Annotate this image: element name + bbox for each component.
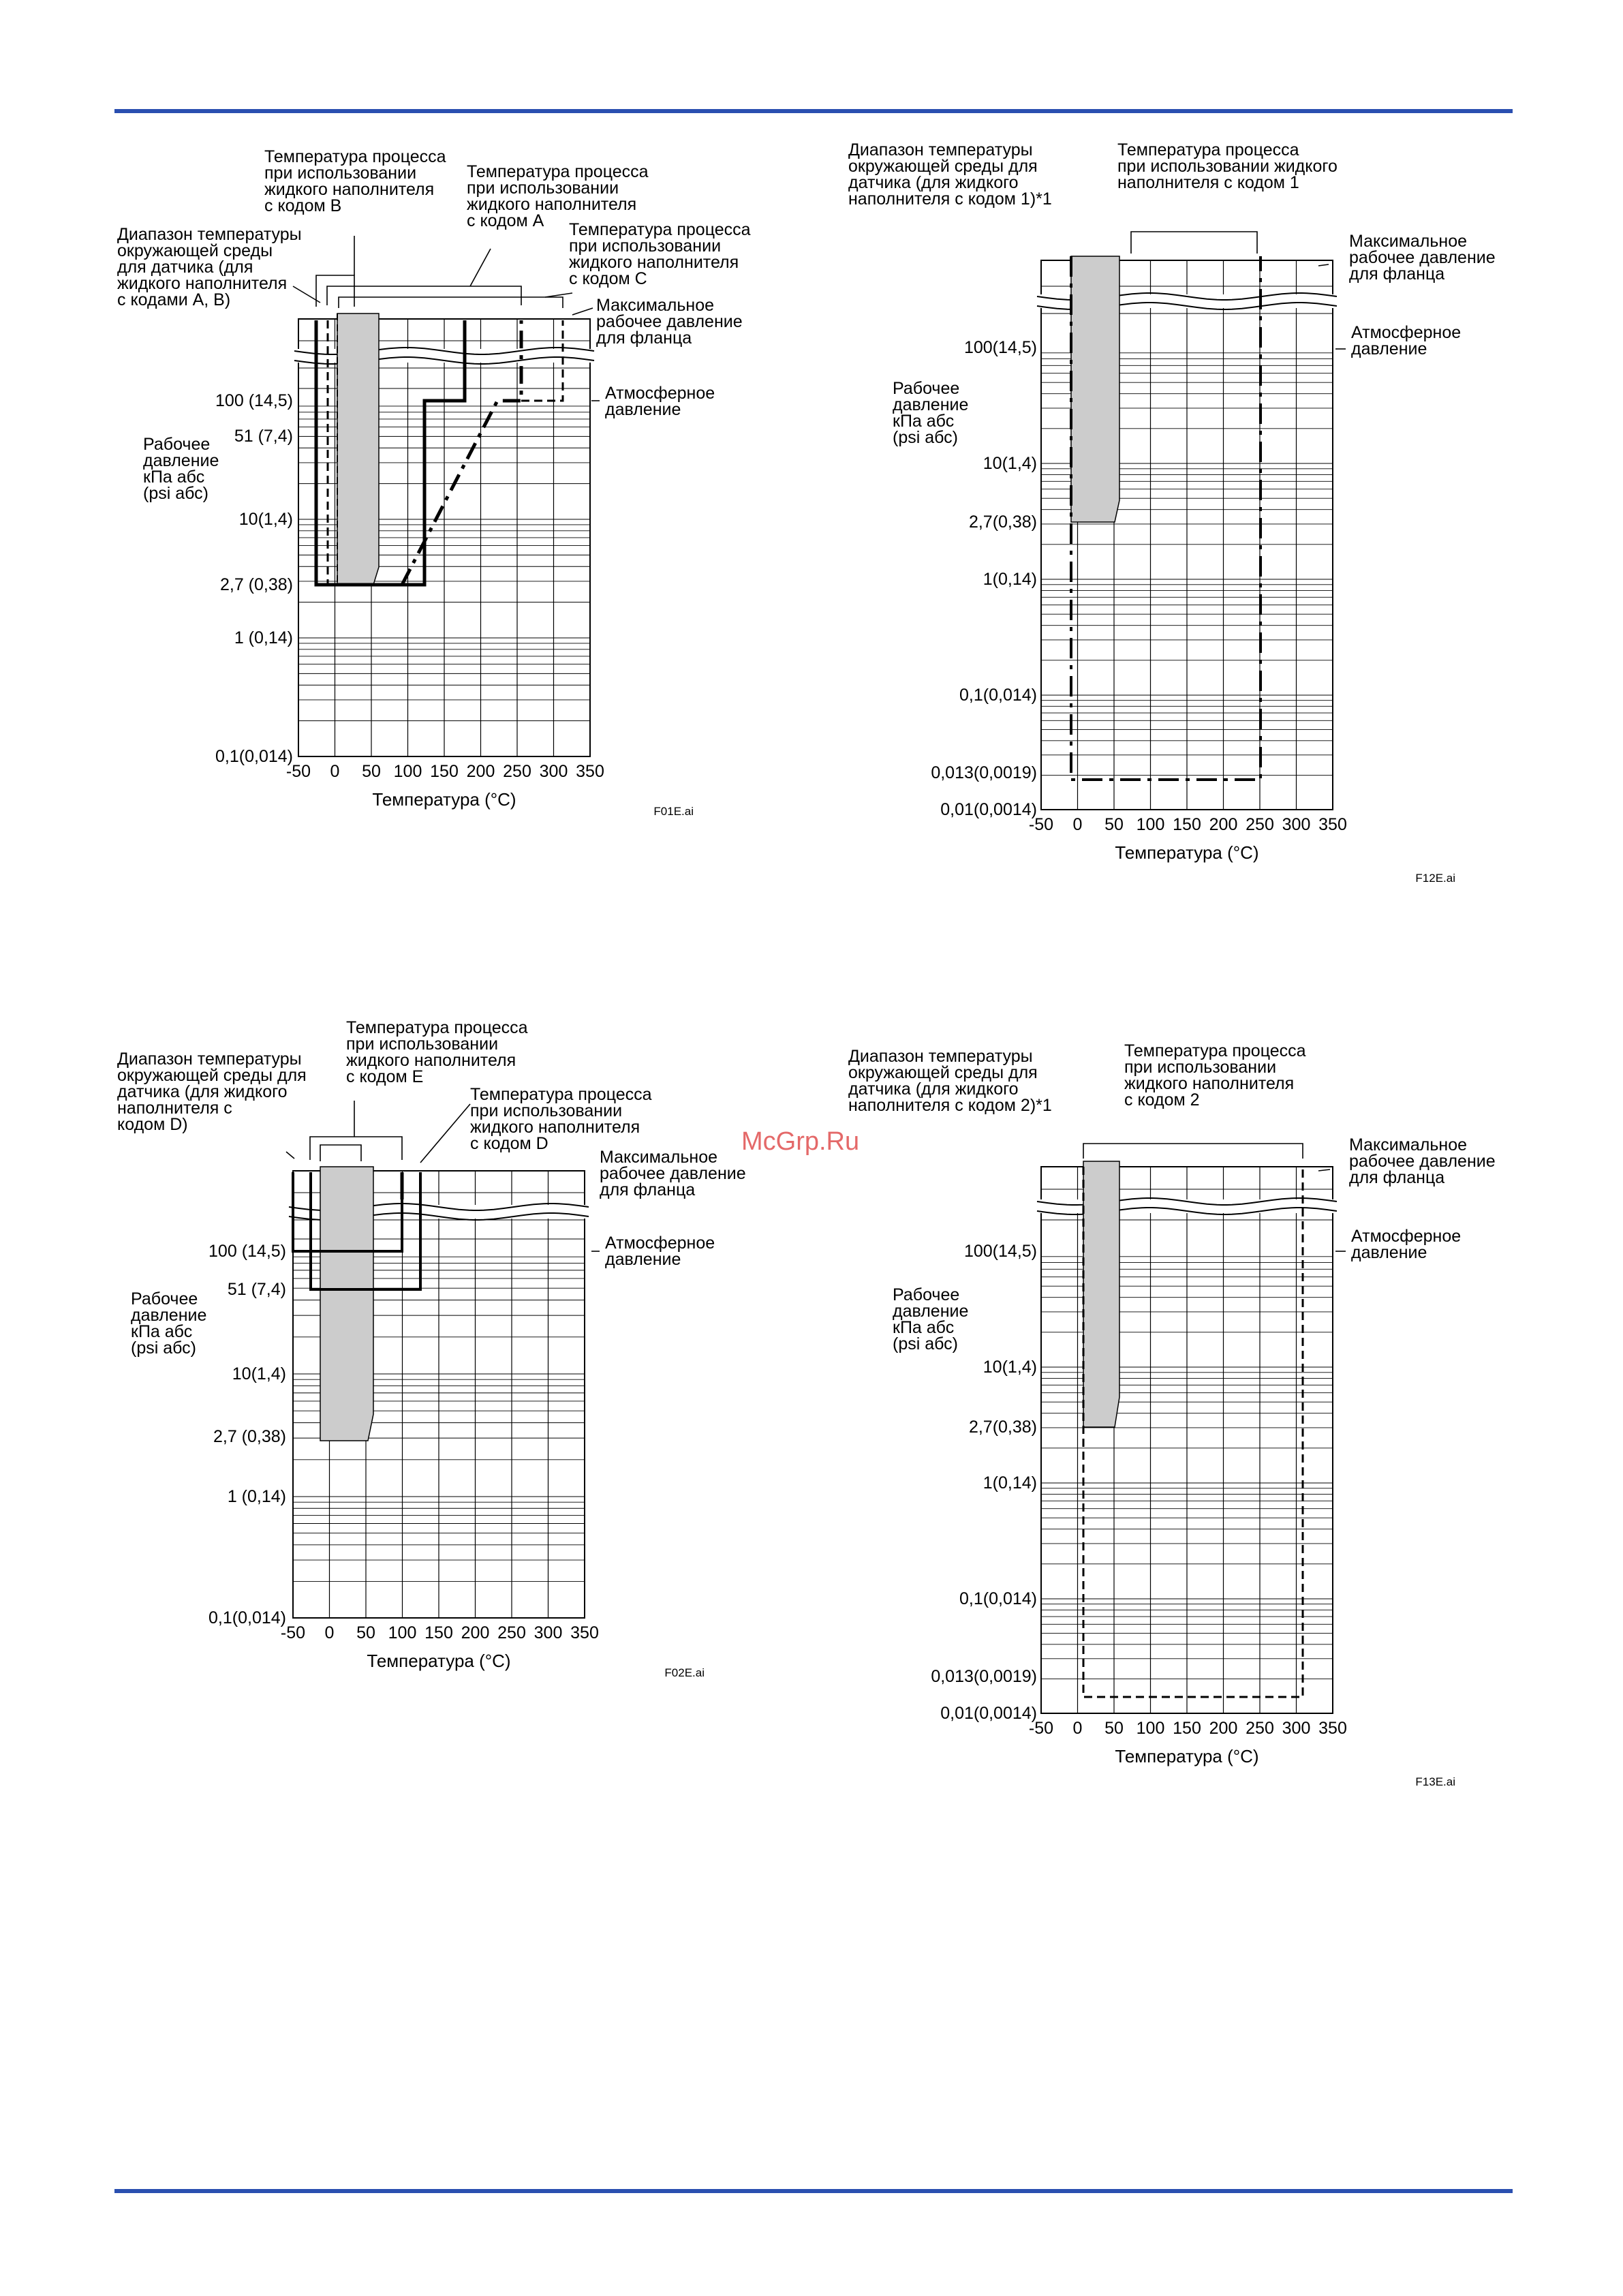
y-tick-label: 0,1(0,014) <box>215 747 293 766</box>
callout-fill-code-E: с кодом E <box>346 1067 424 1086</box>
callout-atmospheric-pressure: Атмосферное <box>1351 323 1462 342</box>
callout-fill-code-C: жидкого наполнителя <box>569 253 739 272</box>
y-tick-label: 10(1,4) <box>983 1358 1037 1377</box>
chart-F02E <box>117 1018 746 1679</box>
callout-atmospheric-pressure: давление <box>1351 339 1427 358</box>
callout-fill-code-B: Температура процесса <box>264 147 446 166</box>
x-tick-label: 0 <box>330 762 340 781</box>
callout-atmospheric-pressure: давление <box>605 1250 681 1269</box>
x-axis-title: Температура (°C) <box>1115 842 1259 863</box>
y-tick-label: 51 (7,4) <box>227 1280 286 1299</box>
callout-ambient-range: наполнителя с кодом 1)*1 <box>848 189 1052 209</box>
y-tick-label: 100 (14,5) <box>208 1242 286 1261</box>
callout-fill-code-2: с кодом 2 <box>1124 1090 1200 1109</box>
callout-max-flange-pressure: Максимальное <box>600 1148 718 1167</box>
x-tick-label: 300 <box>539 762 568 781</box>
callout-max-flange-pressure: Максимальное <box>1349 232 1468 251</box>
callout-ambient-range: датчика (для жидкого <box>117 1082 288 1101</box>
callout-ambient-range: Диапазон температуры <box>848 140 1033 159</box>
figure-id: F12E.ai <box>1415 872 1455 885</box>
y-tick-label: 100(14,5) <box>963 1242 1037 1261</box>
y-axis-title: (psi абс) <box>131 1338 196 1358</box>
callout-max-flange-pressure: для фланца <box>1349 1168 1445 1187</box>
callout-max-flange-pressure: для фланца <box>1349 264 1445 284</box>
callout-ambient-range: наполнителя с <box>117 1099 232 1118</box>
callout-fill-code-2: жидкого наполнителя <box>1124 1074 1295 1093</box>
callout-atmospheric-pressure: давление <box>605 400 681 419</box>
callout-fill-code-B: при использовании <box>264 164 417 183</box>
x-tick-label: 200 <box>461 1623 490 1642</box>
callout-ambient-range: Диапазон температуры <box>117 225 302 244</box>
callout-ambient-range: датчика (для жидкого <box>848 1080 1019 1099</box>
y-tick-label: 0,1(0,014) <box>959 686 1037 705</box>
y-tick-label: 100 (14,5) <box>215 391 293 410</box>
x-axis-title: Температура (°C) <box>1115 1746 1259 1766</box>
figure-id: F01E.ai <box>653 805 694 818</box>
y-axis-title: давление <box>893 395 969 414</box>
callout-fill-code-D: Температура процесса <box>470 1085 652 1104</box>
callout-max-flange-pressure: для фланца <box>600 1180 696 1199</box>
y-tick-label: 2,7(0,38) <box>968 1418 1037 1437</box>
y-tick-label: 0,01(0,0014) <box>940 1704 1037 1723</box>
y-axis-title: давление <box>893 1302 969 1321</box>
callout-ambient-range: Диапазон температуры <box>848 1047 1033 1066</box>
x-tick-label: 50 <box>362 762 381 781</box>
callout-ambient-range: наполнителя с кодом 2)*1 <box>848 1096 1052 1115</box>
y-axis-title: Рабочее <box>893 1285 960 1304</box>
callout-bracket <box>1131 232 1257 254</box>
y-tick-label: 51 (7,4) <box>234 427 293 446</box>
leader-line <box>470 249 491 286</box>
chart-F01E <box>117 147 751 818</box>
callout-fill-code-E: Температура процесса <box>346 1018 528 1037</box>
callout-max-flange-pressure: Максимальное <box>596 296 715 315</box>
leader-line <box>286 1152 294 1159</box>
x-tick-label: 350 <box>570 1623 599 1642</box>
x-tick-label: 250 <box>1246 815 1274 834</box>
figure-id: F13E.ai <box>1415 1775 1455 1788</box>
callout-fill-code-2: Температура процесса <box>1124 1041 1306 1060</box>
x-tick-label: 0 <box>1072 1719 1083 1738</box>
callout-fill-code-1: Температура процесса <box>1117 140 1299 159</box>
figure-id: F02E.ai <box>664 1666 705 1679</box>
y-tick-label: 10(1,4) <box>983 454 1037 473</box>
callout-ambient-range: кодом D) <box>117 1115 188 1134</box>
x-tick-label: 100 <box>393 762 422 781</box>
callout-fill-code-A: Температура процесса <box>467 162 649 181</box>
callout-ambient-range: окружающей среды для <box>848 1063 1038 1082</box>
callout-ambient-range: окружающей среды <box>117 241 273 260</box>
callout-fill-code-1: наполнителя с кодом 1 <box>1117 173 1299 192</box>
x-tick-label: 350 <box>1318 815 1347 834</box>
x-tick-label: 200 <box>1209 1719 1238 1738</box>
callout-ambient-range: окружающей среды для <box>117 1066 307 1085</box>
leader-line <box>1318 264 1329 266</box>
x-tick-label: 100 <box>388 1623 417 1642</box>
callout-fill-code-1: при использовании жидкого <box>1117 157 1338 176</box>
callout-fill-code-D: жидкого наполнителя <box>470 1118 640 1137</box>
y-axis-title: Рабочее <box>143 435 211 454</box>
y-tick-label: 0,013(0,0019) <box>931 1667 1037 1686</box>
x-tick-label: 300 <box>534 1623 563 1642</box>
y-axis-title: кПа абс <box>893 1318 955 1337</box>
callout-max-flange-pressure: рабочее давление <box>1349 248 1496 267</box>
x-tick-label: 150 <box>424 1623 453 1642</box>
callout-fill-code-C: Температура процесса <box>569 220 751 239</box>
callout-max-flange-pressure: рабочее давление <box>1349 1152 1496 1171</box>
y-axis-title: кПа абс <box>893 412 955 431</box>
y-tick-label: 1 (0,14) <box>227 1487 286 1506</box>
x-tick-label: 50 <box>1104 1719 1124 1738</box>
callout-bracket <box>339 297 563 308</box>
y-tick-label: 2,7 (0,38) <box>213 1427 286 1446</box>
callout-fill-code-B: жидкого наполнителя <box>264 180 435 199</box>
callout-fill-code-B: с кодом B <box>264 196 342 215</box>
x-tick-label: 250 <box>497 1623 526 1642</box>
y-tick-label: 100(14,5) <box>963 338 1037 357</box>
callout-atmospheric-pressure: Атмосферное <box>605 384 715 403</box>
callout-fill-code-E: при использовании <box>346 1035 499 1054</box>
y-axis-title: Рабочее <box>131 1289 198 1308</box>
leader-line <box>545 293 572 297</box>
x-tick-label: 100 <box>1136 815 1165 834</box>
callout-fill-code-A: с кодом A <box>467 211 544 230</box>
callout-atmospheric-pressure: Атмосферное <box>605 1234 715 1253</box>
x-tick-label: 300 <box>1282 1719 1311 1738</box>
chart-F13E <box>848 1041 1496 1788</box>
x-tick-label: -50 <box>1028 1719 1054 1738</box>
callout-fill-code-C: при использовании <box>569 236 722 256</box>
y-tick-label: 1(0,14) <box>983 570 1037 589</box>
x-tick-label: 300 <box>1282 815 1311 834</box>
callout-max-flange-pressure: рабочее давление <box>600 1164 746 1183</box>
y-axis-title: (psi абс) <box>143 484 208 503</box>
callout-ambient-range: жидкого наполнителя <box>117 274 288 293</box>
x-tick-label: 350 <box>576 762 604 781</box>
x-axis-title: Температура (°C) <box>367 1651 511 1671</box>
callout-ambient-range: для датчика (для <box>117 258 253 277</box>
ambient-range-shade <box>320 1167 373 1441</box>
y-axis-title: кПа абс <box>131 1322 193 1341</box>
chart-F12E <box>848 140 1496 885</box>
callout-fill-code-2: при использовании <box>1124 1058 1277 1077</box>
callout-ambient-range: окружающей среды для <box>848 157 1038 176</box>
callout-max-flange-pressure: Максимальное <box>1349 1135 1468 1154</box>
callout-ambient-range: Диапазон температуры <box>117 1050 302 1069</box>
callout-fill-code-D: с кодом D <box>470 1134 548 1153</box>
x-tick-label: -50 <box>1028 815 1054 834</box>
callout-fill-code-A: при использовании <box>467 179 619 198</box>
callout-ambient-range: с кодами A, B) <box>117 290 231 309</box>
x-tick-label: 150 <box>1173 815 1201 834</box>
leader-line <box>572 308 593 315</box>
ambient-range-shade <box>1071 256 1119 522</box>
x-tick-label: 350 <box>1318 1719 1347 1738</box>
x-tick-label: -50 <box>285 762 311 781</box>
callout-fill-code-E: жидкого наполнителя <box>346 1051 516 1070</box>
callout-fill-code-C: с кодом C <box>569 269 647 288</box>
y-tick-label: 10(1,4) <box>232 1364 286 1383</box>
callout-bracket <box>320 1145 361 1161</box>
y-tick-label: 0,1(0,014) <box>208 1608 286 1627</box>
x-tick-label: 0 <box>324 1623 335 1642</box>
callout-fill-code-D: при использовании <box>470 1101 623 1120</box>
callout-ambient-range: датчика (для жидкого <box>848 173 1019 192</box>
y-axis-title: (psi абс) <box>893 1334 958 1353</box>
leader-line <box>1318 1169 1330 1171</box>
x-tick-label: 150 <box>430 762 459 781</box>
callout-bracket <box>1083 1144 1303 1159</box>
y-tick-label: 1(0,14) <box>983 1473 1037 1493</box>
y-axis-title: давление <box>131 1306 207 1325</box>
x-tick-label: 200 <box>466 762 495 781</box>
x-axis-title: Температура (°C) <box>372 789 516 810</box>
y-tick-label: 2,7 (0,38) <box>219 575 293 594</box>
callout-max-flange-pressure: рабочее давление <box>596 312 743 331</box>
y-tick-label: 0,01(0,0014) <box>940 800 1037 819</box>
y-axis-title: давление <box>143 451 219 470</box>
x-tick-label: 50 <box>356 1623 375 1642</box>
x-tick-label: 100 <box>1136 1719 1165 1738</box>
callout-bracket <box>327 286 521 305</box>
y-tick-label: 10(1,4) <box>238 510 293 529</box>
callout-fill-code-A: жидкого наполнителя <box>467 195 637 214</box>
callout-atmospheric-pressure: Атмосферное <box>1351 1227 1462 1246</box>
x-tick-label: 50 <box>1104 815 1124 834</box>
x-tick-label: 0 <box>1072 815 1083 834</box>
watermark: McGrp.Ru <box>741 1127 860 1156</box>
ambient-range-shade <box>337 313 379 585</box>
y-tick-label: 2,7(0,38) <box>968 512 1037 532</box>
x-tick-label: 250 <box>503 762 531 781</box>
x-tick-label: -50 <box>280 1623 306 1642</box>
callout-max-flange-pressure: для фланца <box>596 328 692 348</box>
y-tick-label: 0,013(0,0019) <box>931 763 1037 782</box>
callout-bracket <box>316 275 354 307</box>
x-tick-label: 200 <box>1209 815 1238 834</box>
x-tick-label: 250 <box>1246 1719 1274 1738</box>
y-axis-title: (psi абс) <box>893 428 958 447</box>
callout-bracket <box>310 1137 402 1160</box>
ambient-range-shade <box>1083 1161 1119 1427</box>
callout-atmospheric-pressure: давление <box>1351 1243 1427 1262</box>
leader-line <box>420 1104 470 1163</box>
y-tick-label: 1 (0,14) <box>234 628 293 647</box>
x-tick-label: 150 <box>1173 1719 1201 1738</box>
y-tick-label: 0,1(0,014) <box>959 1589 1037 1608</box>
y-axis-title: Рабочее <box>893 379 960 398</box>
y-axis-title: кПа абс <box>143 468 205 487</box>
